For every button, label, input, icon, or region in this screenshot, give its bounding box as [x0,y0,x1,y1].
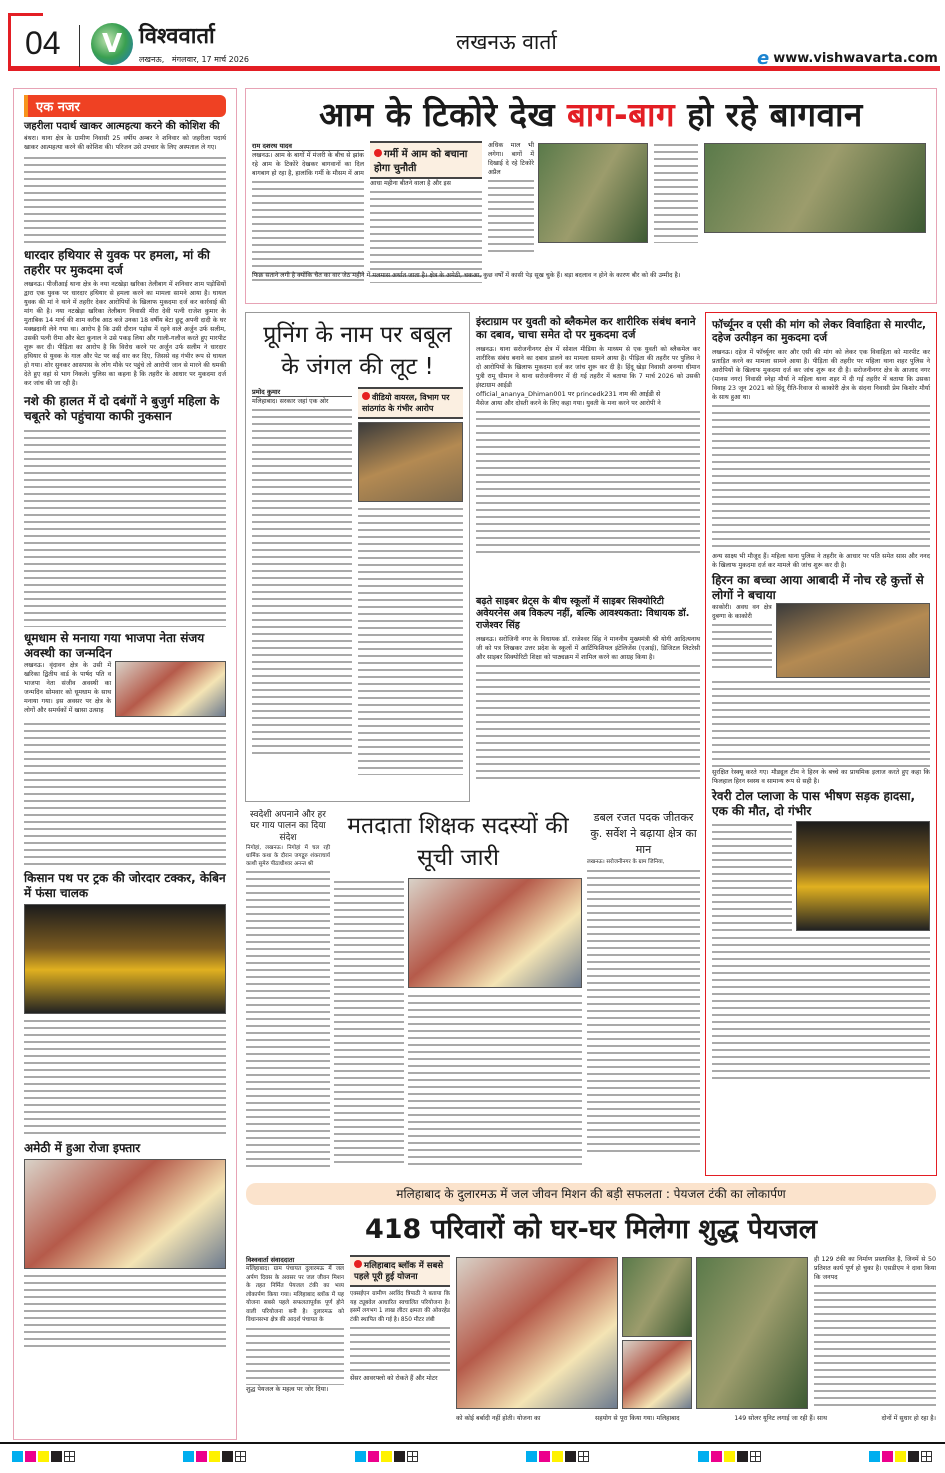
left-column: एक नजर जहरीला पदार्थ खाकर आत्महत्या करने की कोशिश की बंथरा। थाना क्षेत्र के ग्रामीण निवासी 25 वर्षीय अम्बर ने शनिवार को जहरीला पदार्थ खाकर आत्महत्या करने की कोशिश की। परिजन उसे उपचार के लिए अस्पताल ले गए। धारदार हथियार से युवक पर हमला, मां की तहरीर पर मुकदमा दर्ज लखनऊ। पीजीआई थाना क्षेत्र के नया नटखेड़ा खरिका तेलीबाग में शनिवार शाम पड़ोसियों द्वारा एक युवक पर धारदार हथियार से हमला करने का मामला सामने आया है। घायल युवक की मां ने थाने में तहरीर देकर आरोपियों के खिलाफ मुकदमा दर्ज कर कार्रवाई की मांग की है। नया नटखेड़ा खरिका तेलीबाग निवासी मीरा देवी पत्नी राजेश कुमार के मुताबिक 14 मार्च की शाम करीब आठ बजे उनका 18 वर्षीय बेटा छुटू अपनी दादी के घर मक्खदानी लेने गया था। आरोप है कि उसी दौरान पड़ोस में रहने वाले अर्जुन उर्फ सलीम, उसकी पत्नी रीमा और बेटा कुनाल ने उसे पकड़ लिया और गाली-गलौज करते हुए मारपीट शुरू कर दी। पीड़िता का आरोप है कि विरोध करने पर अर्जुन उर्फ सलीम ने धारदार हथियार से युवक के गाल और पेट पर कई वार कर दिए, जिससे वह गंभीर रूप से घायल हो गया। शोर सुनकर आसपास के लोग मौके पर पहुंचे तो आरोपी जान से मारने की धमकी देते हुए वहां से भाग निकले। पुलिस का कहना है कि तहरीर के आधार पर मुकदमा दर्ज कर जांच की जा रही है। नशे की हालत में दो दबंगों ने बुजुर्ग महिला के चबूतरे को पहुंचाया काफी नुकसान धूमधाम से मनाया गया भाजपा नेता संजय अवस्थी का जन्मदिन लखनऊ। वृंदावन क्षेत्र के उसी में खरिका द्वितीय वार्ड के पार्षद पति व भाजपा नेता संजीव अवस्थी का जन्मदिन सोमवार को धूमधाम के साथ मनाया गया। इस अवसर पर क्षेत्र के लोगों और समर्थकों में खासा उत्साह किसान पथ पर ट्रक की जोरदार टक्कर, केबिन में फंसा चालक अमेठी में हुआ रोजा इफ्तार [13,88,237,1440]
swadeshi-story: स्वदेशी अपनाने और हर घर गाय पालन का दिया संदेश निगोहां, लखनऊ। निगोहां में चल रही धार्मिक कथा के दौरान जगद्गुरु शंकराचार्य काशी सुमेरु पीठाधीश्वर अनन्त श्री [246,810,330,1174]
headline: इंस्टाग्राम पर युवती को ब्लैकमेल कर शारीरिक संबंध बनाने का दबाव, चाचा समेत दो पर मुकदमा दर्ज [476,316,696,342]
right-column: फॉर्च्यूनर व एसी की मांग को लेकर विवाहिता से मारपीट, दहेज उत्पीड़न का मुकदमा दर्ज लखनऊ। दहेज में फॉर्च्यूनर कार और एसी की मांग को लेकर एक विवाहिता को मारपीट कर प्रताड़ित करने का मामला सामने आया है। पीड़िता की तहरीर पर महिला थाना शहर पुलिस ने आरोपियों के खिलाफ मुकदमा दर्ज कर जांच शुरू कर दी है। सरोजनीनगर क्षेत्र के आजाद नगर (मानस नगर) निवासी स्नेहा मौर्या ने महिला थाना शहर में दी गई तहरीर में बताया कि उसका विवाह 23 जून 2021 को हिंदू रीति-रिवाज से काकोरी क्षेत्र के संदना निवासी प्रेम किशोर मौर्या के साथ हुआ था। अन्य साक्ष्य भी मौजूद हैं। महिला थाना पुलिस ने तहरीर के आधार पर पति समेत सास और ननद के खिलाफ मुकदमा दर्ज कर मामले की जांच शुरू कर दी है। हिरन का बच्चा आया आबादी में नोच रहे कुत्तों से लोगों ने बचाया काकोरी। अवध वन क्षेत्र दुबग्गा के काकोरी सुरक्षित रेस्क्यू करते गए। मौड्यूल टीम ने हिरन के बच्चे का प्राथमिक इलाज करते हुए कहा कि फिलहाल हिरन स्वस्थ व सामान्य रूप से सही है। रेवरी टोल प्लाजा के पास भीषण सड़क हादसा, एक की मौत, दो गंभीर [705,312,937,1176]
headline: आम के टिकोरे देख बाग-बाग हो रहे बागवान [319,95,863,134]
byline: प्रमोद कुमार [252,387,352,397]
headline: फॉर्च्यूनर व एसी की मांग को लेकर विवाहिता से मारपीट, दहेज उत्पीड़न का मुकदमा दर्ज [712,319,926,345]
article-title: नशे की हालत में दो दबंगों ने बुजुर्ग महिला के चबूतरे को पहुंचाया काफी नुकसान [24,393,220,423]
mango-orchard-photo [704,143,926,233]
page-number: 04 [25,25,61,61]
truck-accident-photo [24,904,226,1014]
article-title: जहरीला पदार्थ खाकर आत्महत्या करने की कोशिश की [24,121,220,132]
cyber-story: बढ़ते साइबर थ्रेट्स के बीच स्कूलों में साइबर सिक्योरिटी अवेयरनेस अब विकल्प नहीं, बल्कि आवश्यकता: विधायक डॉ. राजेश्वर सिंह लखनऊ। सरोजिनी नगर के विधायक डॉ. राजेश्वर सिंह ने माननीय मुख्यमंत्री श्री योगी आदित्यनाथ जी को पत्र लिखकर उत्तर प्रदेश के स्कूलों में आर्टिफिशियल इंटेलिजेंस (एआई), डिजिटल लिटरेसी और साइबर सिक्योरिटी शिक्षा को पाठ्यक्रम में शामिल करने का आग्रह किया है। [476,596,700,802]
article-title: धूमधाम से मनाया गया भाजपा नेता संजय अवस्थी का जन्मदिन [24,630,205,660]
officials-photo [622,1340,692,1409]
logo-icon: V [91,23,133,65]
headline: बढ़ते साइबर थ्रेट्स के बीच स्कूलों में साइबर सिक्योरिटी अवेयरनेस अब विकल्प नहीं, बल्कि आवश्यकता: विधायक डॉ. राजेश्वर सिंह [476,596,690,631]
color-registration-bar [12,1451,932,1462]
water-tank-photo [622,1257,692,1337]
birthday-photo [115,661,226,717]
inauguration-photo [696,1257,808,1409]
byline: राम दशरथ यादव [252,141,364,151]
headline: हिरन का बच्चा आया आबादी में नोच रहे कुत्तों से लोगों ने बचाया [712,573,924,603]
headline: स्वदेशी अपनाने और हर घर गाय पालन का दिया संदेश [250,810,326,843]
byline: विश्ववार्ता संवाददाता [246,1255,344,1265]
paper-name: विश्ववार्ता [139,24,215,49]
footer-rule [0,1442,945,1444]
top-story: आम के टिकोरे देख बाग-बाग हो रहे बागवान राम दशरथ यादव लखनऊ। आम के बागों में मंजरी के बीच से झांक रहे आम के टिकोरे देखकर बागवानों का दिल बागबाग हो रहा है, हालांकि गर्मी के मौसम में आम गर्मी में आम को बचाना होगा चुनौती आधा महीना बीतने वाला है और इस अधिक माल भी लगेगा। बागों में दिखाई दे रहे टिकोरे अप्रैल फिक्र सताने लगी है क्योंकि चैत का वार जेठ महीने में मलमास अर्थात जाता है। क्षेत्र के अमेठी, चकआ, कुछ वर्षों में कासी पेड़ सूख चुके हैं। बड़ा बदलाव न होने के कारण बौर को की उम्मीद है। [245,88,937,304]
article-title: अमेठी में हुआ रोजा इफ्तार [24,1140,141,1155]
subheading: वीडियो वायरल, विभाग पर सांठगांठ के गंभीर आरोप [358,387,463,419]
headline: डबल रजत पदक जीतकर कु. सर्वेश ने बढ़ाया क्षेत्र का मान [590,811,697,856]
subheading: मलिहाबाद ब्लॉक में सबसे पहले पूरी हुई योजना [350,1255,450,1287]
subheading: गर्मी में आम को बचाना होगा चुनौती [370,141,482,179]
browser-icon: e [757,48,770,69]
bullet-icon [374,149,382,157]
mango-tree-photo [538,143,648,243]
section-title: लखनऊ वार्ता [456,30,557,54]
headline: प्रूनिंग के नाम पर बबूल के जंगल की लूट ! [263,322,452,380]
ceremony-photo [456,1257,618,1409]
headline: मतदाता शिक्षक सदस्यों की सूची जारी [347,813,569,871]
article-title: किसान पथ पर ट्रक की जोरदार टक्कर, केबिन में फंसा चालक [24,870,226,900]
water-banner: मलिहाबाद के दुलारमऊ में जल जीवन मिशन की बड़ी सफलता : पेयजल टंकी का लोकार्पण [246,1183,936,1205]
voters-story [334,810,582,1174]
iftar-photo [24,1159,226,1269]
headline: 418 परिवारों को घर-घर मिलेगा शुद्ध पेयजल [364,1214,817,1245]
dateline: लखनऊ, मंगलवार, 17 मार्च 2026 [139,55,250,64]
deer-photo [776,603,930,678]
babool-wood-photo [358,422,463,502]
pruning-story: प्रूनिंग के नाम पर बबूल के जंगल की लूट ! प्रमोद कुमार मलिहाबाद। सरकार जहां एक ओर वीडियो वायरल, विभाग पर सांठगांठ के गंभीर आरोप [245,312,470,802]
masthead [8,13,940,71]
bullet-icon [354,1260,362,1268]
ek-nazar-label: एक नजर [24,95,226,117]
voters-list-photo [408,878,582,988]
instagram-story: इंस्टाग्राम पर युवती को ब्लैकमेल कर शारीरिक संबंध बनाने का दबाव, चाचा समेत दो पर मुकदमा दर्ज लखनऊ। थाना सरोजनीनगर क्षेत्र में सोशल मीडिया के माध्यम से एक युवती को ब्लैकमेल कर शारीरिक संबंध बनाने का दबाव डालने का मामला सामने आया है। पीड़िता की तहरीर पर पुलिस ने दो आरोपियों के खिलाफ मुकदमा दर्ज कर जांच शुरू कर दी है। हिंदू खेड़ा निवासी अनन्या धीमान पुत्री रामू धीमान ने थाना सरोजनीनगर में दी गई तहरीर में बताया कि 7 मार्च 2026 को उसकी इंस्टाग्राम आईडी official_ananya_Dhiman001 पर princedk231 नाम की आईडी से मैसेज आया और दोस्ती करने के लिए कहा गया। युवती के मना करने पर आरोपी ने [476,316,700,596]
medal-story: डबल रजत पदक जीतकर कु. सर्वेश ने बढ़ाया क्षेत्र का मान लखनऊ। सरोजनीनगर के ग्राम जिनिया, [587,810,700,1174]
bullet-icon [362,392,370,400]
article-title: धारदार हथियार से युवक पर हमला, मां की तहरीर पर मुकदमा दर्ज [24,247,210,277]
accident-car-photo [796,821,930,931]
website-link[interactable]: e www.vishwavarta.com [757,48,938,69]
headline: रेवरी टोल प्लाजा के पास भीषण सड़क हादसा, एक की मौत, दो गंभीर [712,789,916,819]
